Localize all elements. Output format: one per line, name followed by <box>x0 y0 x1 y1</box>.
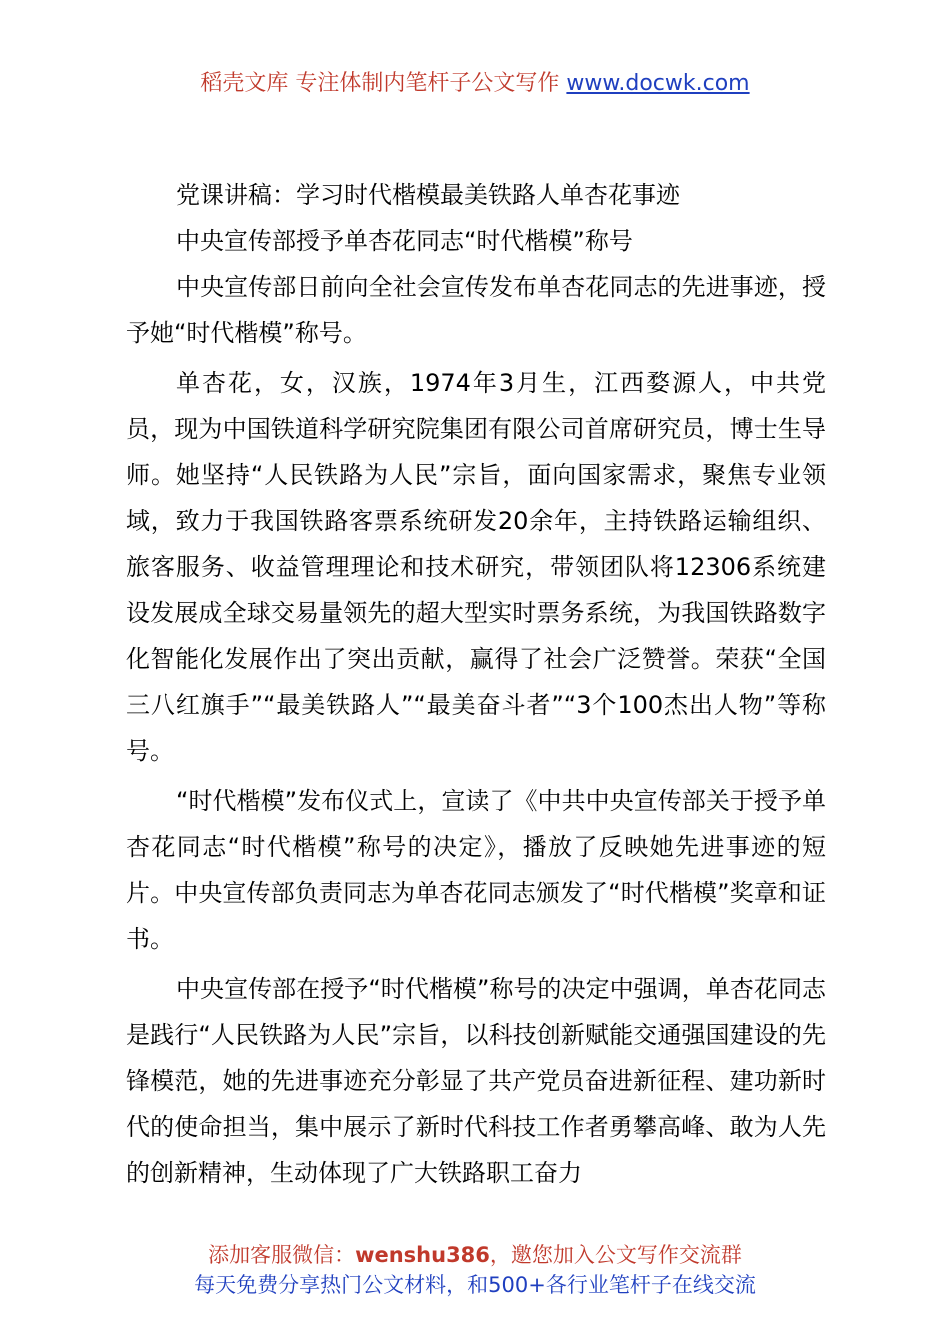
paragraph: 中央宣传部在授予“时代楷模”称号的决定中强调，单杏花同志是践行“人民铁路为人民”宗旨，以科技创新赋能交通强国建设的先锋模范，她的先进事迹充分彰显了共产党员奋进新征程、建功新时代的使命担当，集中展示了新时代科技工作者勇攀高峰、敢为人先的创新精神，生动体现了广大铁路职工奋力 <box>126 975 826 1187</box>
header-brand-text: 稻壳文库 专注体制内笔杆子公文写作 <box>200 71 567 96</box>
document-title: 党课讲稿：学习时代楷模最美铁路人单杏花事迹 <box>176 181 680 209</box>
document-body <box>126 172 826 1196</box>
page-footer <box>0 1240 950 1300</box>
paragraph: “时代楷模”发布仪式上，宣读了《中共中央宣传部关于授予单杏花同志“时代楷模”称号的决定》，播放了反映她先进事迹的短片。中央宣传部负责同志为单杏花同志颁发了“时代楷模”奖章和证书。 <box>126 787 826 953</box>
paragraph: 中央宣传部日前向全社会宣传发布单杏花同志的先进事迹，授予她“时代楷模”称号。 <box>126 273 826 347</box>
paragraph: 单杏花，女，汉族，1974年3月生，江西婺源人，中共党员，现为中国铁道科学研究院集团有限公司首席研究员，博士生导师。她坚持“人民铁路为人民”宗旨，面向国家需求，聚焦专业领域，致力于我国铁路客票系统研发20余年，主持铁路运输组织、旅客服务、收益管理理论和技术研究，带领团队将12306系统建设发展成全球交易量领先的超大型实时票务系统，为我国铁路数字化智能化发展作出了突出贡献，赢得了社会广泛赞誉。荣获“全国三八红旗手”“最美铁路人”“最美奋斗者”“3个100杰出人物”等称号。 <box>126 369 826 765</box>
document-subtitle: 中央宣传部授予单杏花同志“时代楷模”称号 <box>176 227 633 255</box>
header-website-link[interactable]: www.docwk.com <box>566 71 750 96</box>
footer-wechat-line <box>0 1240 950 1270</box>
footer-wechat-prefix: 添加客服微信： <box>208 1243 356 1267</box>
footer-promo-line: 每天免费分享热门公文材料，和500+各行业笔杆子在线交流 <box>194 1273 756 1297</box>
footer-wechat-id: wenshu386 <box>355 1243 490 1267</box>
footer-wechat-suffix: ，邀您加入公文写作交流群 <box>489 1243 742 1267</box>
page-header <box>0 68 950 100</box>
